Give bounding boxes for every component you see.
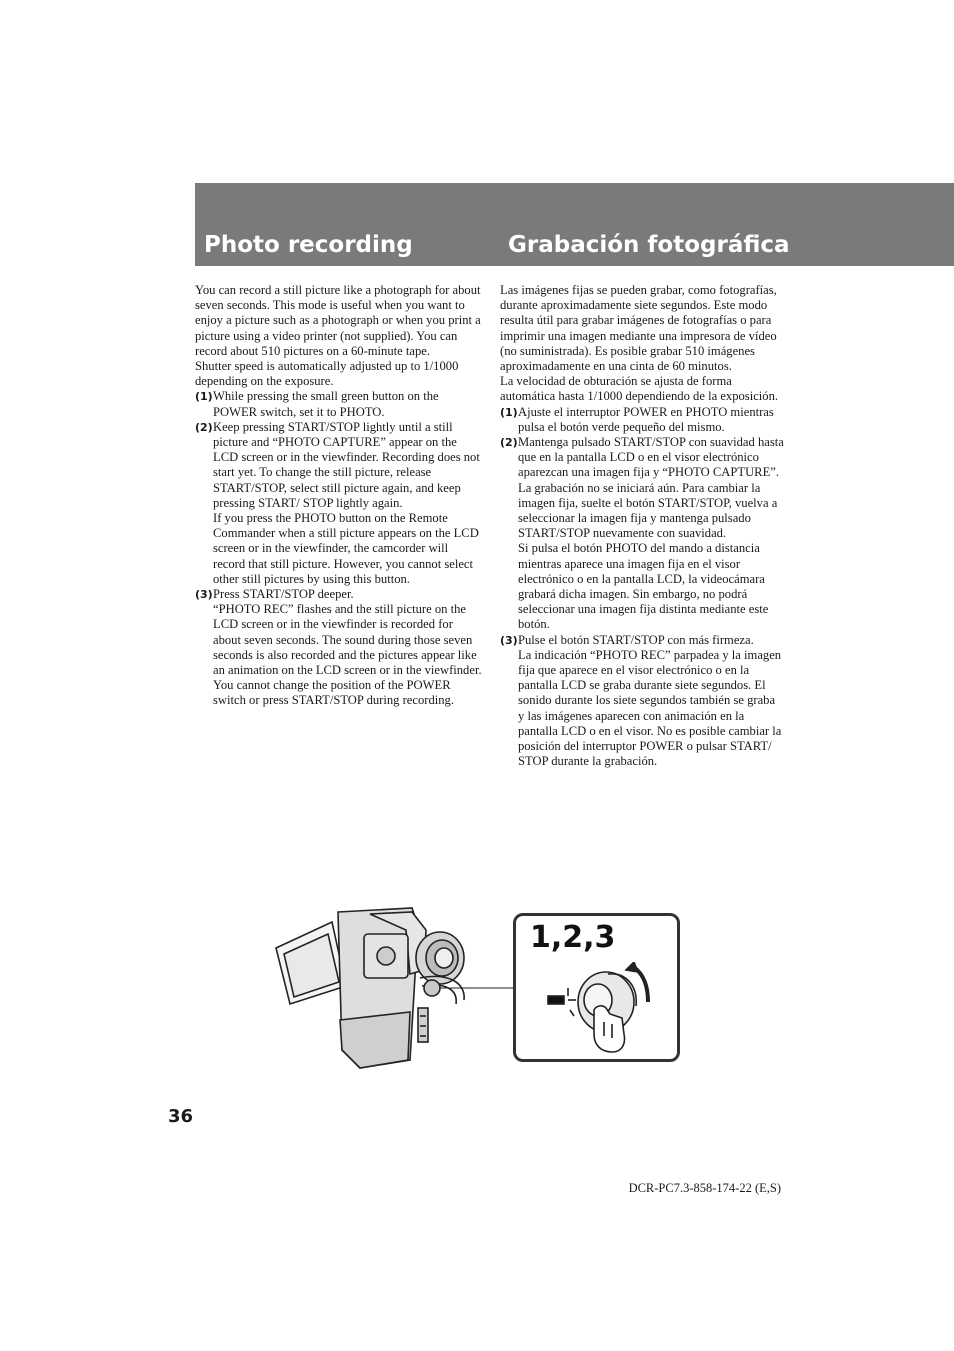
step-text: Mantenga pulsado START/STOP con suavidad hasta que en la pantalla LCD o en el visor electrónico aparezcan una imagen fija y “PHOTO CAPTURE”. xyxy=(518,435,784,480)
step-number: (3) xyxy=(500,633,518,647)
step-text: Keep pressing START/STOP lightly until a still picture and “PHOTO CAPTURE” appear on the LCD screen or in the viewfinder. Recording does not start yet. To change the still picture, release START/STOP, select still picture again, and keep pressing START/ STOP lightly again. xyxy=(213,419,480,510)
step-number: (1) xyxy=(500,405,518,419)
step-number: (1) xyxy=(195,390,213,404)
step-2 xyxy=(195,420,483,587)
document-code: DCR-PC7.3-858-174-22 (E,S) xyxy=(628,1181,781,1195)
title-spanish: Grabación fotográfica xyxy=(508,232,790,258)
step-number: (2) xyxy=(195,420,213,434)
step-3 xyxy=(195,587,483,709)
step-number: (2) xyxy=(500,436,518,450)
step-text: Press START/STOP deeper. xyxy=(213,587,354,602)
step-text: While pressing the small green button on the POWER switch, set it to PHOTO. xyxy=(213,389,439,419)
spanish-column xyxy=(500,283,784,770)
step-text: La indicación “PHOTO REC” parpadea y la imagen fija que aparece en el visor electrónico o en la pantalla LCD se graba durante siete segundos. El sonido durante los siete segundos también se graba y las imágenes aparecen con animación en la pantalla LCD o en el visor. No es posible cambiar la posición del interruptor POWER o pulsar START/ STOP durante la grabación. xyxy=(518,647,782,769)
step-1 xyxy=(195,389,483,419)
step-text: Ajuste el interruptor POWER en PHOTO mientras pulsa el botón verde pequeño del mismo. xyxy=(518,404,774,434)
shutter-paragraph: Shutter speed is automatically adjusted up to 1/1000 depending on the exposure. xyxy=(195,359,459,389)
camcorder-illustration xyxy=(270,900,520,1080)
step-callout-box xyxy=(513,913,680,1062)
page-number: 36 xyxy=(168,1106,194,1127)
shutter-paragraph: La velocidad de obturación se ajusta de forma automática hasta 1/1000 dependiendo de la exposición. xyxy=(500,374,779,404)
step-3 xyxy=(500,633,784,770)
title-english: Photo recording xyxy=(204,232,413,258)
step-text: Si pulsa el botón PHOTO del mando a distancia mientras aparece una imagen fija en el visor electrónico o en la pantalla LCD, la videocámara grabará dicha imagen. Sin embargo, no podrá seleccionar una imagen fija distinta mediante este botón. xyxy=(518,541,769,632)
step-number: (3) xyxy=(195,588,213,602)
power-dial-icon xyxy=(544,962,664,1058)
step-text: La grabación no se iniciará aún. Para cambiar la imagen fija, suelte el botón START/STOP, vuelva a seleccionar la imagen fija y mantenga pulsado START/STOP nuevamente con suavidad. xyxy=(518,480,778,541)
step-2 xyxy=(500,435,784,633)
step-label: 1,2,3 xyxy=(530,920,616,955)
english-column xyxy=(195,283,483,709)
step-text: Pulse el botón START/STOP con más firmeza. xyxy=(518,632,754,647)
step-1 xyxy=(500,405,784,435)
intro-paragraph: Las imágenes fijas se pueden grabar, como fotografías, durante aproximadamente siete segundos. Este modo resulta útil para grabar imágenes de fotografías o para imprimir una imagen mediante una impresora de vídeo (no suministrada). Es posible grabar 510 imágenes aproximadamente en una cinta de 60 minutos. xyxy=(500,283,777,374)
step-text: If you press the PHOTO button on the Remote Commander when a still picture appears on the LCD screen or in the viewfinder, the camcorder will record that still picture. However, you cannot select other still pictures by using this button. xyxy=(213,511,479,586)
intro-paragraph: You can record a still picture like a photograph for about seven seconds. This mode is useful when you want to enjoy a picture such as a photograph or when you print a picture using a video printer (not supplied). You can record about 510 pictures on a 60-minute tape. xyxy=(195,283,481,358)
step-text: “PHOTO REC” flashes and the still picture on the LCD screen or in the viewfinder is recorded for about seven seconds. The sound during those seven seconds is also recorded and the pictures appear like an animation on the LCD screen or in the viewfinder. You cannot change the position of the POWER switch or press START/STOP during recording. xyxy=(213,602,482,708)
